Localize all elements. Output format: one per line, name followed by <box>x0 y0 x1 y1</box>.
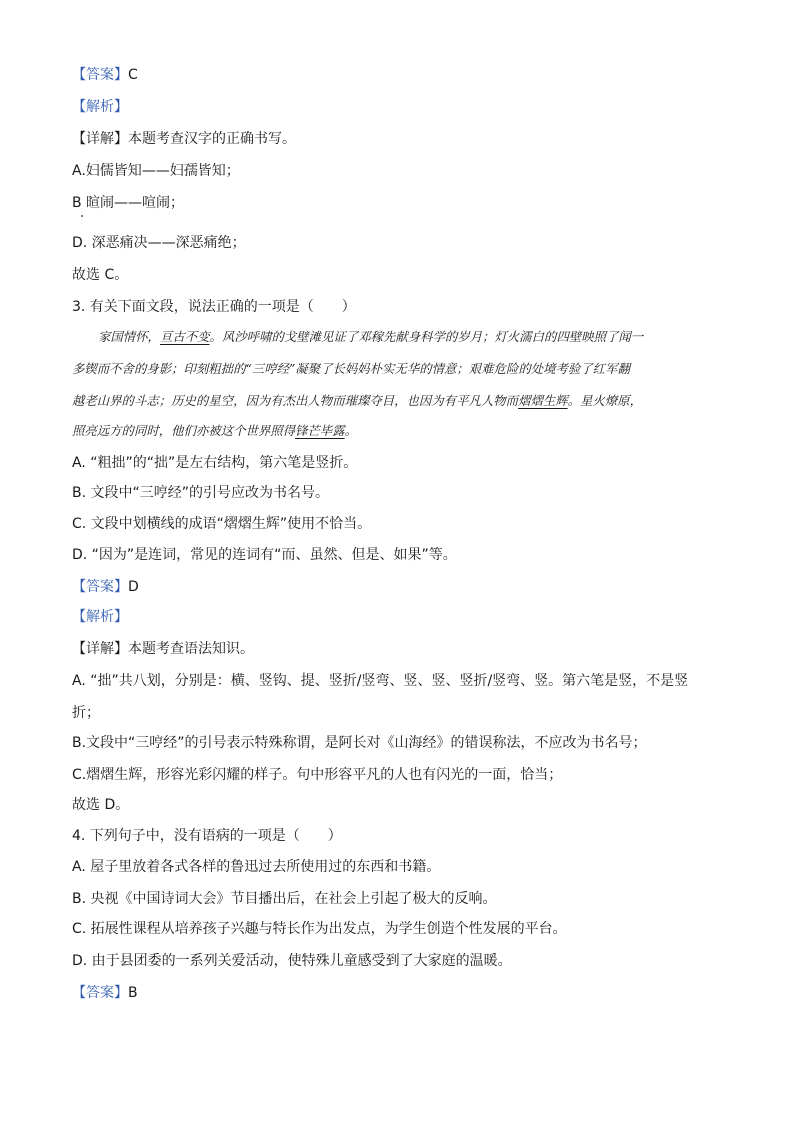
correction-d: D. 深恶痛决——深恶痛绝； <box>72 235 246 251</box>
answer-tag: 【答案】 <box>72 67 128 83</box>
detail-line <box>72 130 296 148</box>
passage-line-3 <box>72 392 720 410</box>
conclusion-line: 故选 C。 <box>72 267 129 283</box>
option-d: D. “因为”是连词，常见的连词有“而、虽然、但是、如果”等。 <box>72 547 457 563</box>
underlined-idiom: 亘古不变 <box>159 329 210 344</box>
passage-line-1 <box>72 328 720 346</box>
analysis-heading <box>72 98 128 116</box>
analysis-heading <box>72 608 128 626</box>
underlined-idiom: 熠熠生辉 <box>518 393 568 408</box>
option-a: A. “粗拙”的“拙”是左右结构，第六笔是竖折。 <box>72 455 358 471</box>
stray-dot <box>81 215 83 217</box>
explanation-a-cont: 折； <box>72 705 100 721</box>
passage-text: 。 <box>344 423 357 438</box>
answer-line <box>72 66 138 84</box>
detail-tag: 【详解】 <box>72 641 128 657</box>
analysis-tag: 【解析】 <box>72 609 128 625</box>
correction-b: B 暄闹——喧闹； <box>72 195 185 211</box>
answer-line <box>72 578 139 596</box>
q4-option-b: B. 央视《中国诗词大会》节目播出后，在社会上引起了极大的反响。 <box>72 891 497 907</box>
underlined-idiom: 锋芒毕露 <box>295 423 345 438</box>
detail-line <box>72 640 254 658</box>
passage-text: 。风沙呼啸的戈壁滩见证了邓稼先献身科学的岁月；灯火濡白的四壁映照了闻一 <box>209 329 644 344</box>
answer-line <box>72 984 138 1002</box>
option-c: C. 文段中划横线的成语“熠熠生辉”使用不恰当。 <box>72 516 372 532</box>
passage-text: 。星火燎原， <box>567 393 642 408</box>
conclusion-line: 故选 D。 <box>72 797 130 813</box>
answer-tag: 【答案】 <box>72 579 128 595</box>
explanation-a: A. “拙”共八划，分别是：横、竖钩、提、竖折/竖弯、竖、竖、竖折/竖弯、竖。第六笔是竖，不是竖 <box>72 673 689 689</box>
q4-option-a: A. 屋子里放着各式各样的鲁迅过去所使用过的东西和书籍。 <box>72 859 441 875</box>
answer-tag: 【答案】 <box>72 985 128 1001</box>
passage-text: 照亮远方的同时，他们亦被这个世界照得 <box>72 423 296 438</box>
correction-a: A.妇儒皆知——妇孺皆知； <box>72 163 240 179</box>
answer-value: D <box>128 579 139 595</box>
detail-tag: 【详解】 <box>72 131 128 147</box>
question-3-stem: 3. 有关下面文段，说法正确的一项是（ ） <box>72 299 356 315</box>
detail-text: 本题考查汉字的正确书写。 <box>128 131 296 147</box>
question-4-stem: 4. 下列句子中，没有语病的一项是（ ） <box>72 828 342 844</box>
explanation-c: C.熠熠生辉，形容光彩闪耀的样子。句中形容平凡的人也有闪光的一面，恰当； <box>72 767 563 783</box>
explanation-b: B.文段中“三哼经”的引号表示特殊称谓，是阿长对《山海经》的错误称法，不应改为书名号； <box>72 735 647 751</box>
passage-line-2: 多锲而不舍的身影；印刻粗拙的“三哼经”凝聚了长妈妈朴实无华的情意；艰难危险的处境考验了红军翻 <box>72 361 630 376</box>
answer-value: C <box>128 67 138 83</box>
passage-text: 越老山界的斗志；历史的星空，因为有杰出人物而璀璨夺目，也因为有平凡人物而 <box>72 393 519 408</box>
q4-option-d: D. 由于县团委的一系列关爱活动，使特殊儿童感受到了大家庭的温暖。 <box>72 953 512 969</box>
detail-text: 本题考查语法知识。 <box>128 641 254 657</box>
passage-text: 家国情怀， <box>98 329 160 344</box>
passage-line-4 <box>72 422 720 440</box>
option-b: B. 文段中“三哼经”的引号应改为书名号。 <box>72 485 330 501</box>
answer-value: B <box>128 985 138 1001</box>
q4-option-c: C. 拓展性课程从培养孩子兴趣与特长作为出发点，为学生创造个性发展的平台。 <box>72 921 567 937</box>
analysis-tag: 【解析】 <box>72 99 128 115</box>
